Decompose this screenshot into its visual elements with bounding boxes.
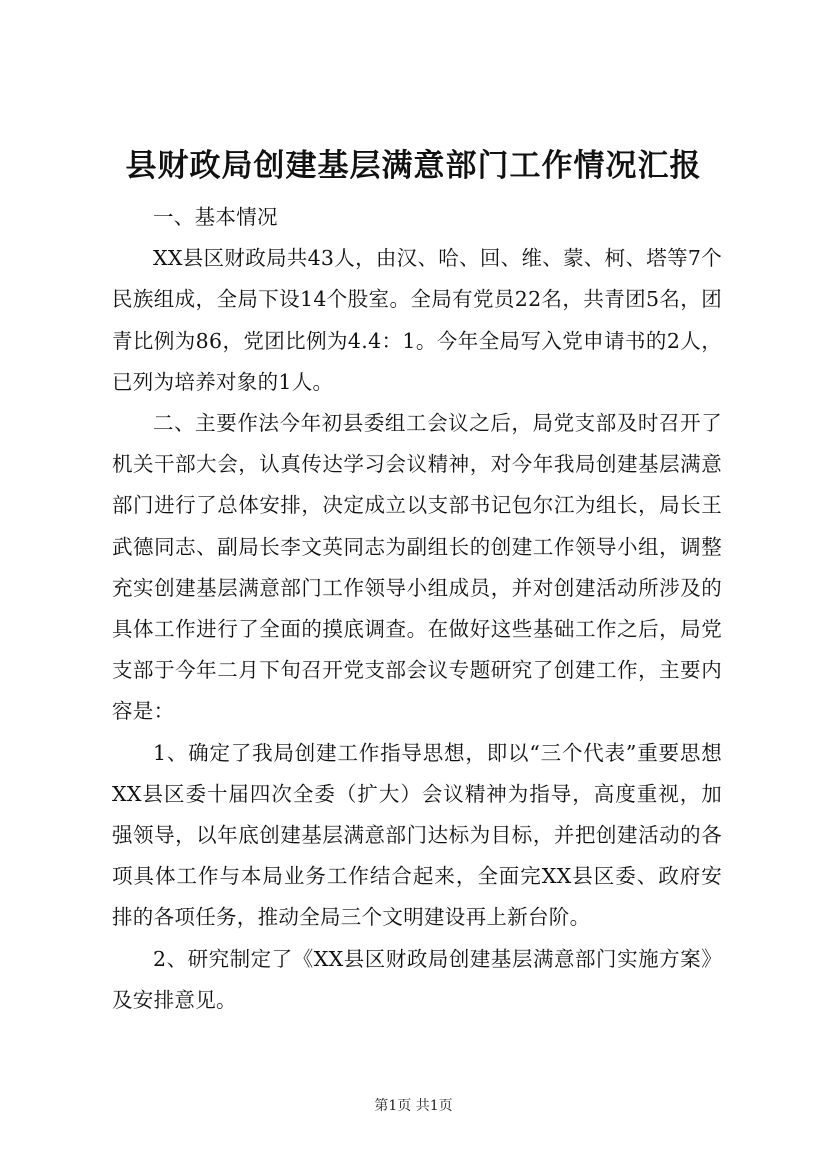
paragraph-staff-overview: XX县区财政局共43人，由汉、哈、回、维、蒙、柯、塔等7个民族组成，全局下设14个股室。全局有党员22名，共青团5名，团青比例为86，党团比例为4.4：1。今年全局写入党申请书的2人，已列为培养对象的1人。 — [112, 246, 723, 394]
paragraph-main-methods: 二、主要作法今年初县委组工会议之后，局党支部及时召开了机关干部大会，认真传达学习会议精神，对今年我局创建基层满意部门进行了总体安排，决定成立以支部书记包尔江为组长，局长王武德同志、副局长李文英同志为副组长的创建工作领导小组，调整充实创建基层满意部门工作领导小组成员，并对创建活动所涉及的具体工作进行了全面的摸底调查。在做好这些基础工作之后，局党支部于今年二月下旬召开党支部会议专题研究了创建工作，主要内容是： — [112, 411, 722, 724]
paragraph-implementation-plan: 2、研究制定了《XX县区财政局创建基层满意部门实施方案》及安排意见。 — [112, 946, 722, 1012]
document-title: 县财政局创建基层满意部门工作情况汇报 — [125, 148, 702, 184]
page-footer: 第1页 共1页 — [374, 1098, 453, 1114]
section-heading-basic-situation: 一、基本情况 — [153, 205, 278, 229]
paragraph-guiding-ideology: 1、确定了我局创建工作指导思想，即以“三个代表”重要思想XX县区委十届四次全委（扩大）会议精神为指导，高度重视，加强领导，以年底创建基层满意部门达标为目标，并把创建活动的各项具体工作与本局业务工作结合起来，全面完XX县区委、政府安排的各项任务，推动全局三个文明建设再上新台阶。 — [112, 740, 722, 930]
document-body — [112, 197, 722, 1021]
